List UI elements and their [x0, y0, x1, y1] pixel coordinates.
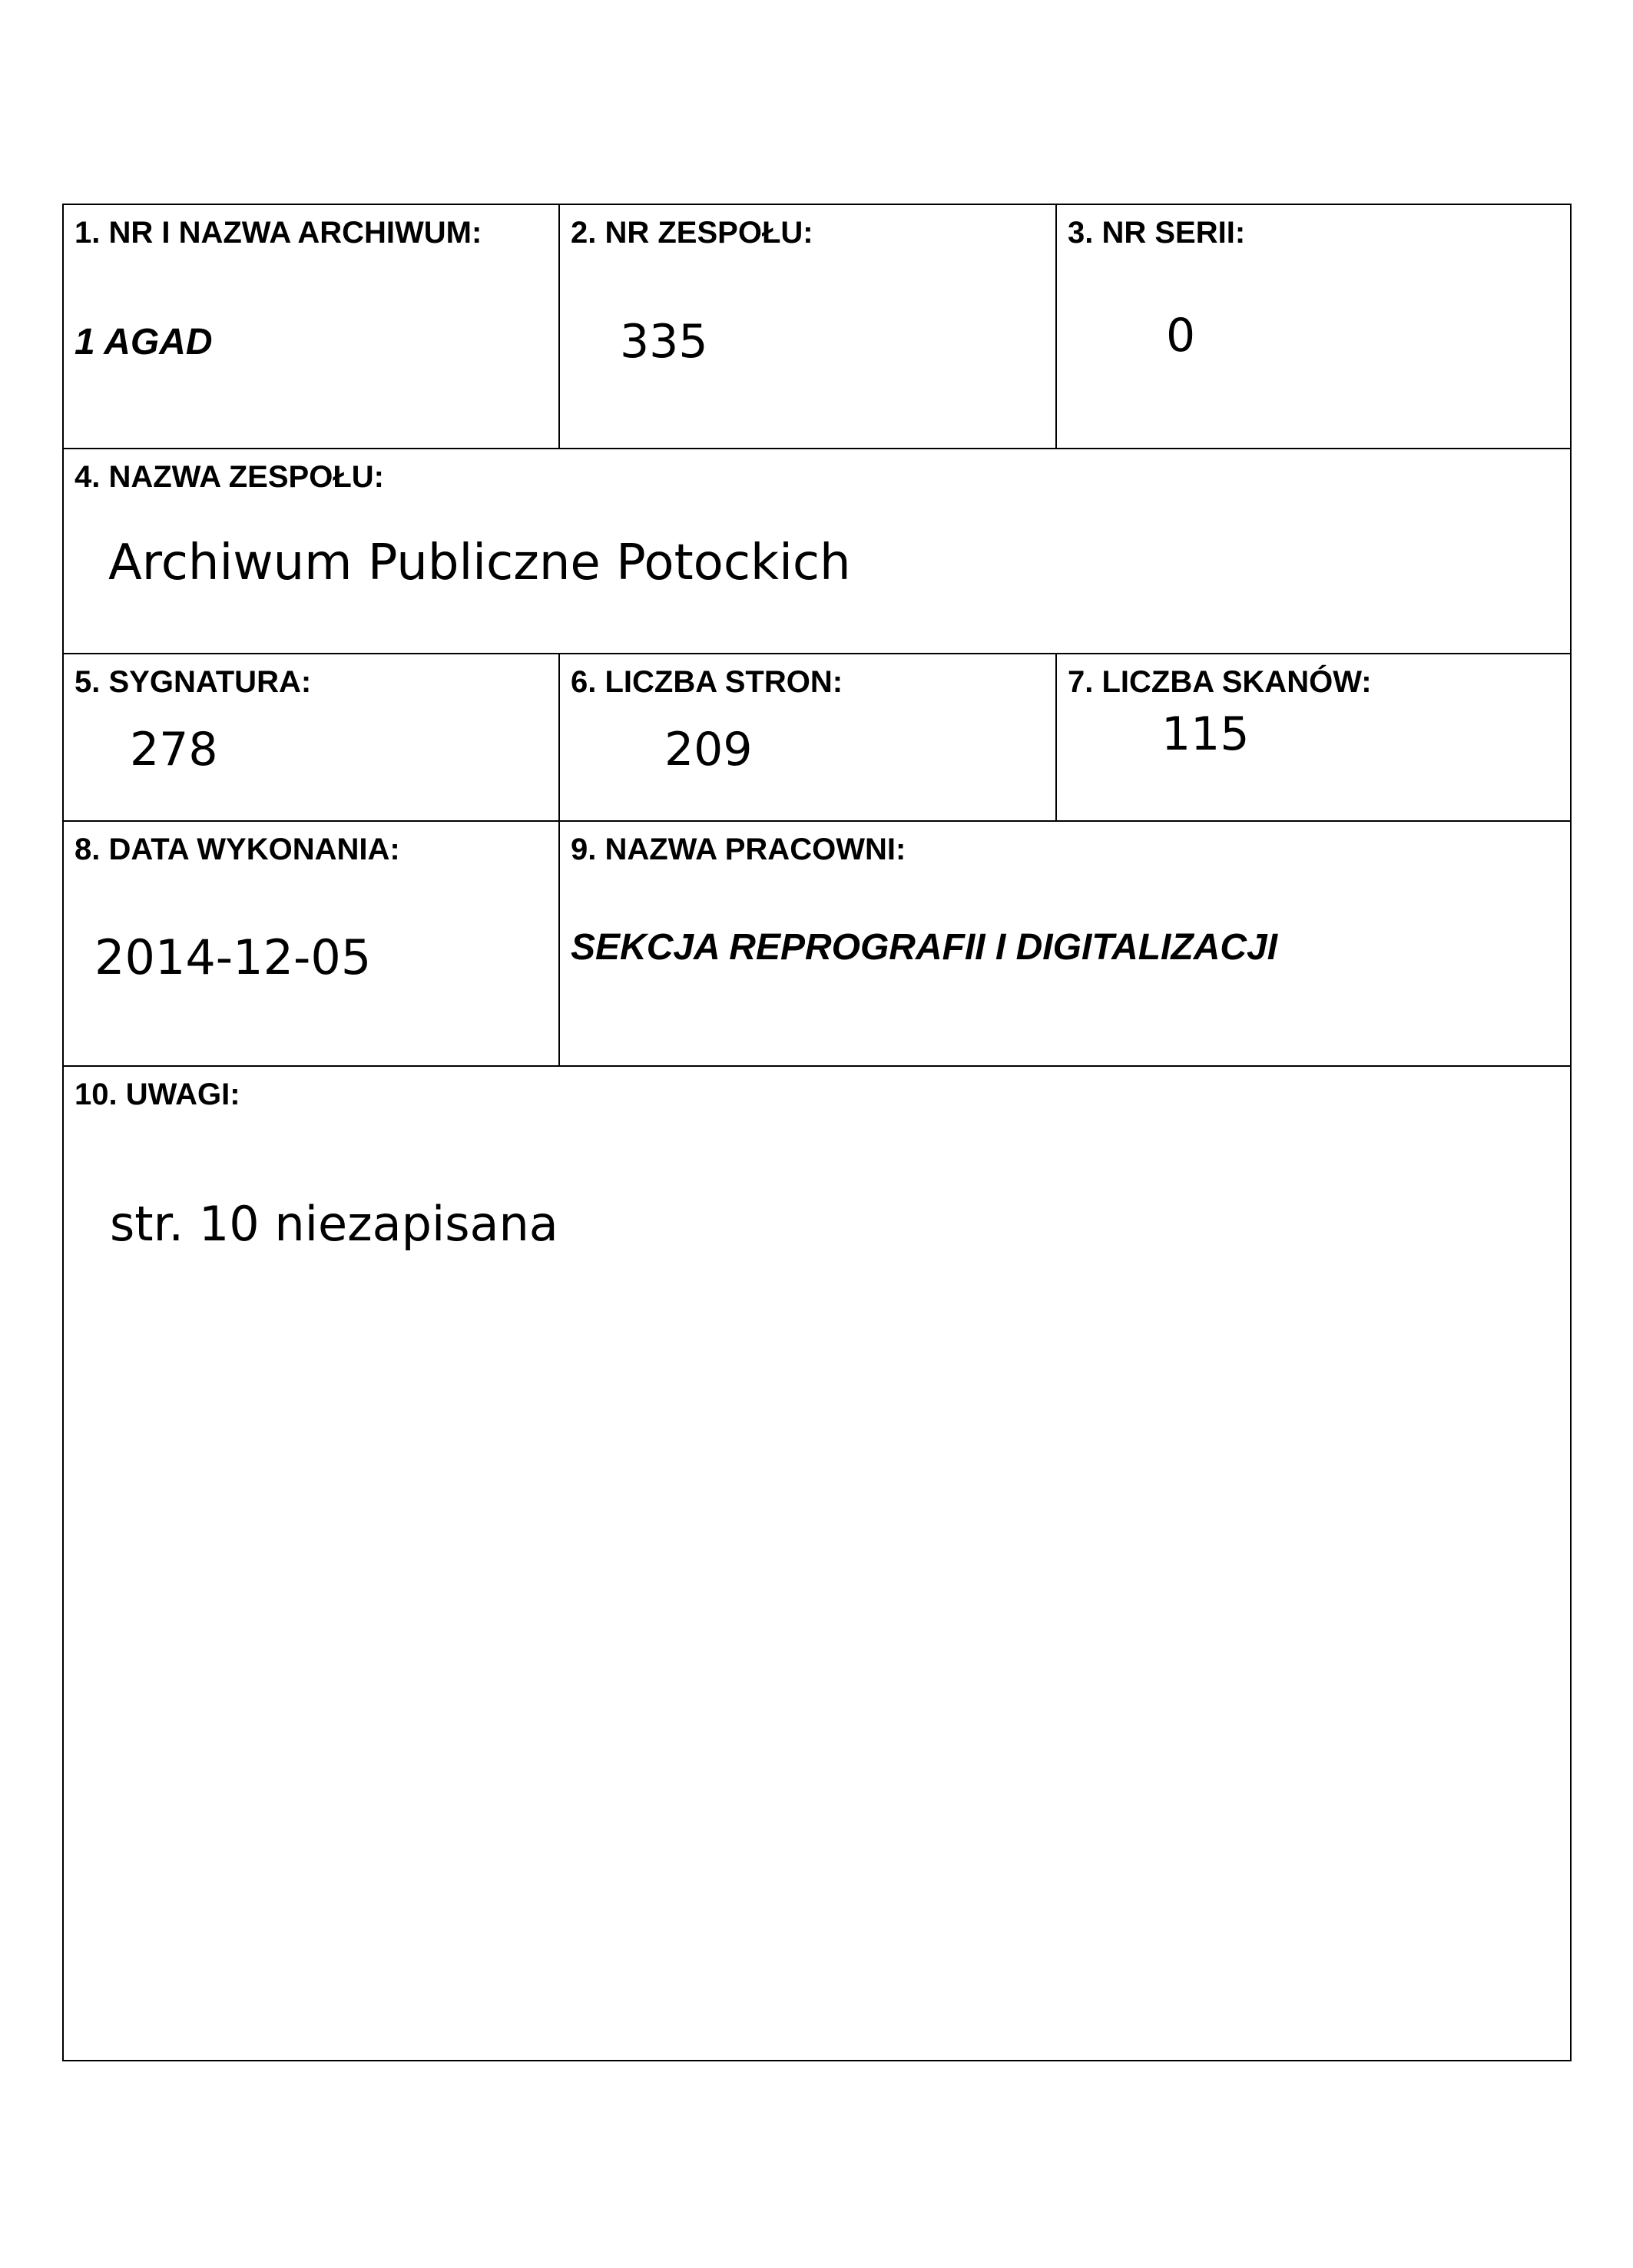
metadata-form — [62, 204, 1572, 2061]
fond-number-label: 2. NR ZESPOŁU: — [571, 216, 813, 250]
page-count-label: 6. LICZBA STRON: — [571, 665, 843, 699]
fond-name-label: 4. NAZWA ZESPOŁU: — [75, 460, 384, 494]
signature-value: 278 — [130, 723, 218, 776]
scan-count-value: 115 — [1161, 707, 1250, 761]
archive-label: 1. NR I NAZWA ARCHIWUM: — [75, 216, 482, 250]
archive-value: 1 AGAD — [75, 322, 213, 363]
series-number-value: 0 — [1166, 309, 1196, 363]
fond-name-value: Archiwum Publiczne Potockich — [108, 535, 851, 591]
signature-cell — [64, 654, 558, 820]
workshop-value: SEKCJA REPROGRAFII I DIGITALIZACJI — [571, 927, 1278, 968]
remarks-label: 10. UWAGI: — [75, 1078, 240, 1111]
remarks-cell — [64, 1067, 1570, 2060]
date-value: 2014-12-05 — [94, 929, 372, 985]
series-number-cell — [1057, 205, 1570, 448]
archive-cell — [64, 205, 558, 448]
fond-number-value: 335 — [620, 315, 708, 369]
workshop-label: 9. NAZWA PRACOWNI: — [571, 833, 906, 866]
workshop-cell — [560, 822, 1570, 1065]
date-label: 8. DATA WYKONANIA: — [75, 833, 400, 866]
remarks-value: str. 10 niezapisana — [110, 1196, 558, 1252]
fond-number-cell — [560, 205, 1055, 448]
scan-count-cell — [1057, 654, 1570, 820]
page-count-cell — [560, 654, 1055, 820]
series-number-label: 3. NR SERII: — [1068, 216, 1246, 250]
fond-name-cell — [64, 449, 1570, 653]
scan-count-label: 7. LICZBA SKANÓW: — [1068, 665, 1372, 699]
page-count-value: 209 — [664, 723, 753, 776]
date-cell — [64, 822, 558, 1065]
signature-label: 5. SYGNATURA: — [75, 665, 312, 699]
